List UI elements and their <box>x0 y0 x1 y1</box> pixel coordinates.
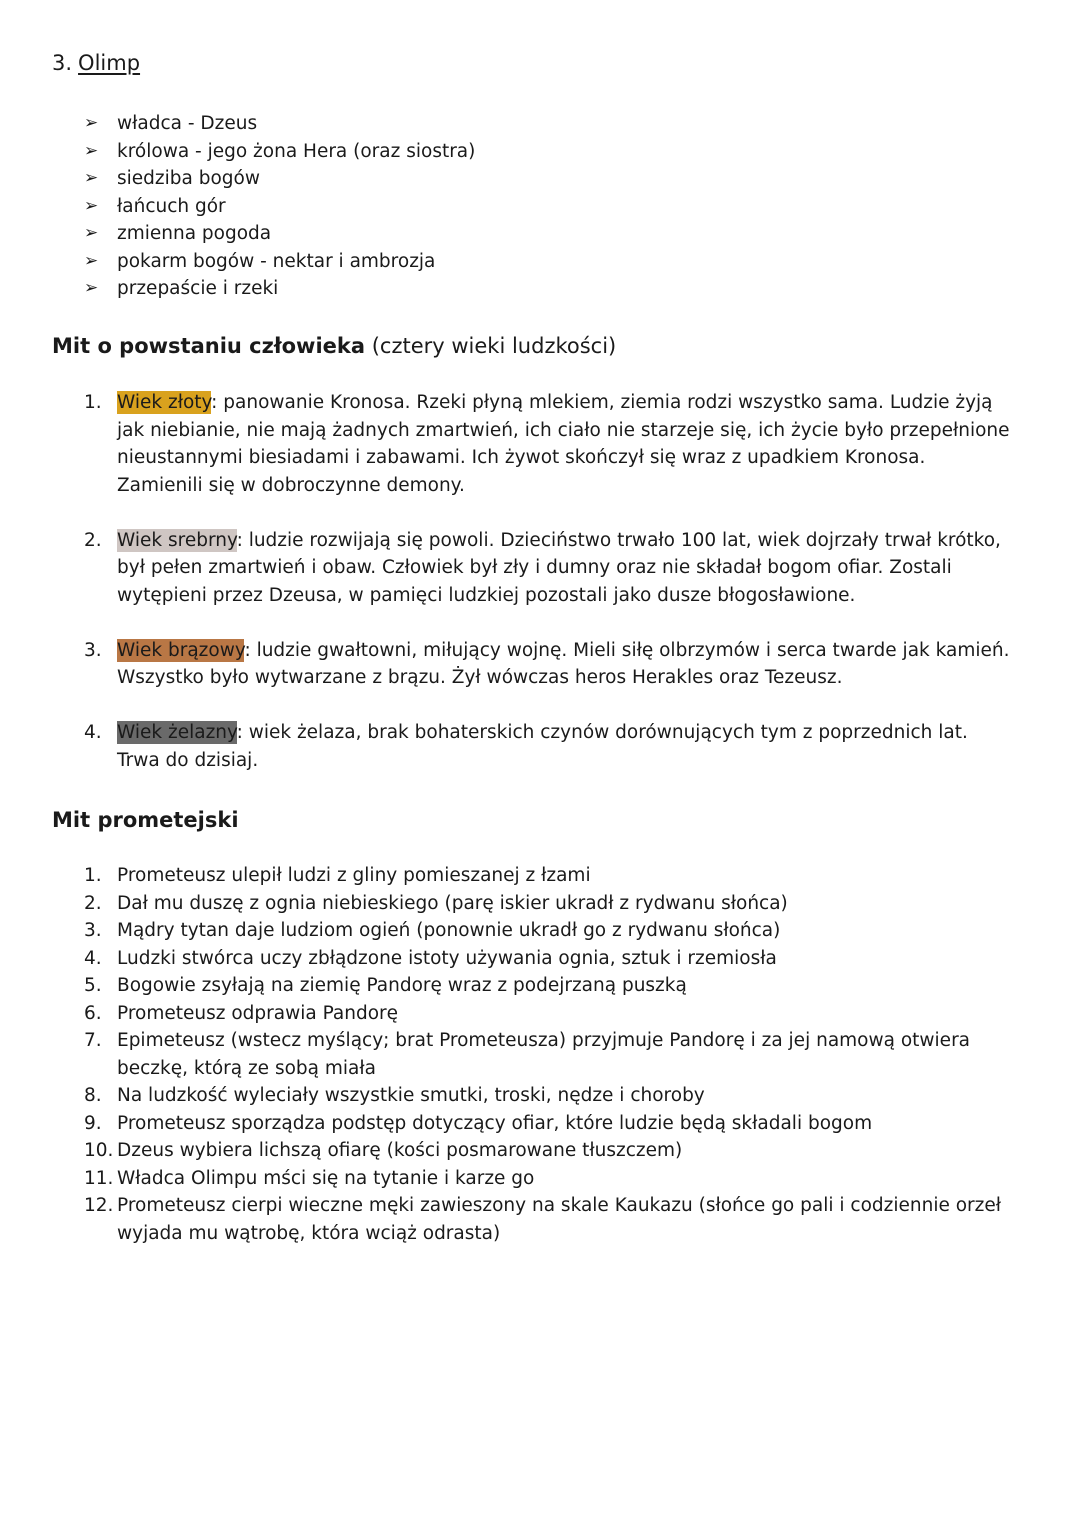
list-item-text: Epimeteusz (wstecz myślący; brat Prometeusza) przyjmuje Pandorę i za jej namową otwiera beczkę, którą ze sobą miała <box>117 1030 971 1079</box>
list-item-number: 8. <box>84 1085 102 1106</box>
arrow-bullet-icon: ➢ <box>84 223 99 243</box>
list-item <box>84 138 475 166</box>
arrow-bullet-icon: ➢ <box>84 140 99 161</box>
list-item <box>84 1082 1014 1110</box>
mit-czlowiek-heading-rest: (cztery wieki ludzkości) <box>371 334 617 358</box>
age-name-highlight: Wiek srebrny <box>117 529 237 551</box>
list-item-number: 11. <box>84 1167 114 1189</box>
list-item-text: Bogowie zsyłają na ziemię Pandorę wraz z podejrzaną puszką <box>117 975 687 996</box>
list-item <box>84 165 475 193</box>
list-item-number: 10. <box>84 1140 114 1161</box>
age-item <box>84 637 1014 692</box>
list-item <box>84 1137 1014 1165</box>
list-item <box>84 275 475 303</box>
list-item <box>84 862 1014 890</box>
age-description: : ludzie rozwijają się powoli. Dzieciństwo trwało 100 lat, wiek dojrzały trwał krótko, był pełen zmartwień i obaw. Człowiek był zły i dumny oraz nie składał bogom ofiar. Zostali wytępieni przez Dzeusa, w pamięci ludzkiej pozostali jako dusze błogosławione. <box>117 529 1001 606</box>
list-item <box>84 1000 1014 1028</box>
list-item <box>84 248 475 276</box>
arrow-bullet-icon: ➢ <box>84 278 99 298</box>
list-item-text: zmienna pogoda <box>117 223 272 244</box>
list-item <box>84 193 475 221</box>
ages-list <box>84 389 1014 802</box>
list-item-number: 3. <box>84 920 102 941</box>
list-item-number: 5. <box>84 975 102 996</box>
list-item <box>84 945 1014 973</box>
age-item <box>84 719 1014 774</box>
list-item-number: 12. <box>84 1195 114 1216</box>
list-item-number: 4. <box>84 947 102 969</box>
list-item-text: łańcuch gór <box>117 195 226 217</box>
list-item-number: 2. <box>84 892 102 914</box>
list-item-number: 9. <box>84 1112 102 1134</box>
mit-czlowiek-heading <box>52 332 616 360</box>
list-item-text: siedziba bogów <box>117 168 260 189</box>
age-description: : ludzie gwałtowni, miłujący wojnę. Mieli siłę olbrzymów i serca twarde jak kamień. Wszystko było wytwarzane z brązu. Żył wówczas heros Herakles oraz Tezeusz. <box>117 639 1010 688</box>
mit-czlowiek-heading-bold: Mit o powstaniu człowieka <box>52 334 366 358</box>
age-number: 4. <box>84 722 102 743</box>
list-item-text: królowa - jego żona Hera (oraz siostra) <box>117 140 476 162</box>
olimp-heading-title: Olimp <box>78 51 141 75</box>
prometheus-list <box>84 862 1014 1247</box>
age-number: 3. <box>84 639 102 661</box>
olimp-heading <box>52 49 140 77</box>
list-item-number: 7. <box>84 1030 102 1051</box>
age-description: : wiek żelaza, brak bohaterskich czynów dorównujących tym z poprzednich lat. Trwa do dzisiaj. <box>117 722 968 771</box>
list-item-text: Ludzki stwórca uczy zbłądzone istoty używania ognia, sztuk i rzemiosła <box>117 947 777 969</box>
list-item-text: Mądry tytan daje ludziom ogień (ponownie ukradł go z rydwanu słońca) <box>117 920 781 941</box>
age-name-highlight: Wiek złoty <box>117 392 212 413</box>
age-item <box>84 527 1014 610</box>
list-item-text: Prometeusz odprawia Pandorę <box>117 1002 399 1024</box>
mit-prometejski-heading: Mit prometejski <box>52 808 239 832</box>
arrow-bullet-icon: ➢ <box>84 195 99 216</box>
list-item <box>84 890 1014 918</box>
list-item-text: Dał mu duszę z ognia niebieskiego (parę iskier ukradł z rydwanu słońca) <box>117 892 788 914</box>
arrow-bullet-icon: ➢ <box>84 250 99 271</box>
list-item-text: Prometeusz cierpi wieczne męki zawieszony na skale Kaukazu (słońce go pali i codziennie orzeł wyjada mu wątrobę, która wciąż odrasta) <box>117 1195 1001 1244</box>
list-item <box>84 110 475 138</box>
list-item-text: władca - Dzeus <box>117 113 258 134</box>
list-item <box>84 220 475 248</box>
arrow-bullet-icon: ➢ <box>84 168 99 188</box>
list-item-text: Prometeusz sporządza podstęp dotyczący ofiar, które ludzie będą składali bogom <box>117 1112 873 1134</box>
age-item <box>84 389 1014 499</box>
list-item-text: Na ludzkość wyleciały wszystkie smutki, troski, nędze i choroby <box>117 1085 705 1106</box>
list-item-text: Władca Olimpu mści się na tytanie i karze go <box>117 1167 535 1189</box>
list-item-text: Dzeus wybiera lichszą ofiarę (kości posmarowane tłuszczem) <box>117 1140 683 1161</box>
arrow-bullet-icon: ➢ <box>84 113 99 133</box>
age-description: : panowanie Kronosa. Rzeki płyną mlekiem, ziemia rodzi wszystko sama. Ludzie żyją jak niebianie, nie mają żadnych zmartwień, ich ciało nie starzeje się, ich życie było przepełnione nieustannymi biesiadami i zabawami. Ich żywot skończył się wraz z upadkiem Kronosa. Zamienili się w dobroczynne demony. <box>117 392 1010 496</box>
list-item-number: 1. <box>84 865 102 886</box>
age-number: 2. <box>84 529 102 551</box>
olimp-bullet-list <box>84 110 475 303</box>
list-item-text: Prometeusz ulepił ludzi z gliny pomieszanej z łzami <box>117 865 591 886</box>
age-name-highlight: Wiek brązowy <box>117 639 245 661</box>
age-number: 1. <box>84 392 102 413</box>
list-item <box>84 1110 1014 1138</box>
list-item <box>84 917 1014 945</box>
list-item <box>84 972 1014 1000</box>
list-item <box>84 1192 1014 1247</box>
list-item-text: pokarm bogów - nektar i ambrozja <box>117 250 436 272</box>
list-item-number: 6. <box>84 1002 102 1024</box>
list-item-text: przepaście i rzeki <box>117 278 279 299</box>
age-name-highlight: Wiek żelazny <box>117 722 237 743</box>
list-item <box>84 1165 1014 1193</box>
olimp-heading-number: 3. <box>52 51 73 75</box>
list-item <box>84 1027 1014 1082</box>
